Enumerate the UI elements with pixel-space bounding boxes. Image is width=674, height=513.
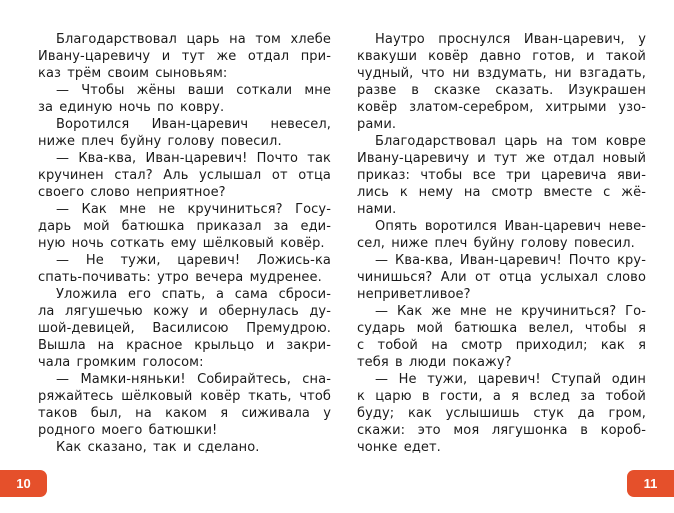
text-line: — Мамки-няньки! Собирайтесь, сна- (56, 372, 331, 387)
text-line: своего слово неприятное? (38, 185, 226, 200)
text-line: Опять воротился Иван-царевич неве- (375, 219, 646, 234)
text-line: разве в сказке сказать. Изукрашен (357, 83, 646, 98)
text-line: ниже плеч буйну голову повесил. (38, 134, 282, 149)
text-line: Как сказано, так и сделано. (56, 440, 260, 455)
text-line: дарь мой батюшка приказал за еди- (38, 219, 331, 234)
text-line: ла лягушечью кожу и обернулась ду- (38, 304, 331, 319)
paragraph (38, 252, 331, 286)
text-line: — Не тужи, царевич! Ложись-ка (56, 253, 331, 268)
page-number-right: 11 (643, 476, 658, 491)
page-number-right-badge (627, 470, 674, 497)
text-line: сударь мой батюшка велел, чтобы я (357, 321, 646, 336)
text-line: ряжайтесь шёлковый ковёр ткать, чтоб (38, 389, 331, 404)
paragraph (38, 439, 331, 456)
text-line: лись к нему на смотр вместе с жё- (357, 185, 646, 200)
text-line: — Как мне не кручиниться? Госу- (56, 202, 331, 217)
paragraph (38, 82, 331, 116)
text-line: чала громким голосом: (38, 355, 204, 370)
text-line: родного моего батюшки! (38, 423, 218, 438)
text-line: ковёр златом-серебром, хитрыми узо- (357, 100, 646, 115)
text-line: нами. (357, 202, 397, 217)
paragraph (357, 218, 646, 252)
page-number-left: 10 (16, 476, 31, 491)
text-line: чудный, что ни вздумать, ни взгадать, (357, 66, 646, 81)
text-line: чинишься? Али от отца услыхал слово (357, 270, 646, 285)
text-line: скажи: это моя лягушонка в короб- (357, 423, 646, 438)
text-line: Воротился Иван-царевич невесел, (56, 117, 331, 132)
paragraph (38, 371, 331, 439)
text-line: с тобой на смотр приходил; как я (357, 338, 646, 353)
text-line: шой-девицей, Василисою Премудрою. (38, 321, 331, 336)
text-line: неприветливое? (357, 287, 471, 302)
text-line: Ивану-царевичу и тут же отдал при- (38, 49, 331, 64)
text-line: квакуши ковёр давно готов, и такой (357, 49, 646, 64)
paragraph (38, 150, 331, 201)
paragraph (357, 133, 646, 218)
paragraph (38, 201, 331, 252)
paragraph (38, 31, 331, 82)
paragraph (38, 116, 331, 150)
text-line: Благодарствовал царь на том ковре (375, 134, 646, 149)
text-column-right (357, 31, 646, 456)
text-line: сел, ниже плеч буйну голову повесил. (357, 236, 635, 251)
text-line: каз трём своим сыновьям: (38, 66, 228, 81)
text-line: таков был, на каком я сиживала у (38, 406, 331, 421)
text-line: — Не тужи, царевич! Ступай один (375, 372, 646, 387)
paragraph (38, 286, 331, 371)
text-line: — Ква-ква, Иван-царевич! Почто так (56, 151, 331, 166)
page-number-left-badge (0, 470, 47, 497)
text-line: буду; как услышишь стук да гром, (357, 406, 646, 421)
paragraph (357, 252, 646, 303)
text-line: приказ: чтобы все три царевича яви- (357, 168, 646, 183)
text-line: Вышла на красное крыльцо и закри- (38, 338, 331, 353)
text-line: кручинен стал? Аль услышал от отца (38, 168, 331, 183)
text-line: Благодарствовал царь на том хлебе (56, 32, 331, 47)
text-column-left (38, 31, 331, 456)
text-line: ную ночь соткать ему шёлковый ковёр. (38, 236, 325, 251)
text-line: спать-почивать: утро вечера мудренее. (38, 270, 322, 285)
paragraph (357, 303, 646, 371)
text-line: за единую ночь по ковру. (38, 100, 225, 115)
text-line: Наутро проснулся Иван-царевич, у (375, 32, 646, 47)
text-line: — Как же мне не кручиниться? Го- (375, 304, 646, 319)
text-line: рами. (357, 117, 397, 132)
text-line: — Чтобы жёны ваши соткали мне (56, 83, 331, 98)
text-line: — Ква-ква, Иван-царевич! Почто кру- (375, 253, 646, 268)
text-line: тебя в люди покажу? (357, 355, 512, 370)
paragraph (357, 371, 646, 456)
text-line: Ивану-царевичу и тут же отдал новый (357, 151, 646, 166)
paragraph (357, 31, 646, 133)
text-line: чонке едет. (357, 440, 441, 455)
text-line: Уложила его спать, а сама сброси- (56, 287, 331, 302)
text-line: к царю в гости, а я вслед за тобой (357, 389, 646, 404)
